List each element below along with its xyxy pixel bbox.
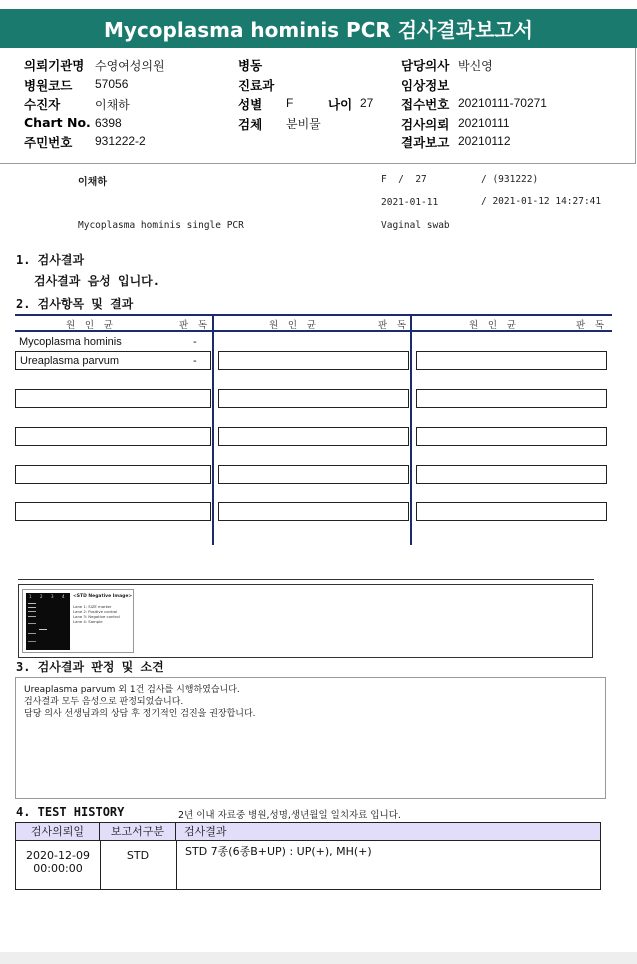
gel-legend-line: Lane 3: Negative control: [73, 614, 120, 619]
patient-line-test-name: Mycoplasma hominis single PCR: [78, 220, 244, 231]
gel-band: [28, 616, 36, 617]
col-judgement-header-2: 판 독: [378, 320, 409, 331]
gel-image: [22, 589, 134, 653]
gel-legend-lines: [73, 604, 120, 624]
empty-cell: [15, 502, 211, 521]
result-organism-1: Mycoplasma hominis: [19, 336, 122, 348]
sex-label: 성별: [238, 97, 263, 112]
section1-summary: 검사결과 음성 입니다.: [34, 274, 161, 288]
chart-no-value: 6398: [95, 116, 122, 130]
empty-cell: [416, 502, 607, 521]
empty-cell: [15, 389, 211, 408]
gel-lane-number: 3: [51, 594, 54, 599]
empty-cell: [218, 427, 409, 446]
opinion-line-1: Ureaplasma parvum 외 1건 검사를 시행하였습니다.: [24, 685, 240, 695]
col-organism-header-1: 원 인 균: [66, 320, 115, 331]
history-header-rule: [16, 840, 600, 841]
doctor-value: 박신영: [458, 59, 493, 73]
result-organism-2: Ureaplasma parvum: [20, 355, 120, 367]
opinion-line-3: 담당 의사 선생님과의 상담 후 정기적인 검진을 권장합니다.: [24, 709, 256, 719]
empty-cell: [218, 465, 409, 484]
empty-cell: [416, 465, 607, 484]
section1-heading: 1. 검사결과: [16, 253, 85, 267]
receipt-no-value: 20210111-70271: [458, 96, 547, 110]
chart-no-label: Chart No.: [24, 115, 91, 130]
gel-legend-title: <STD Negative Image>: [73, 594, 133, 599]
opinion-line-2: 검사결과 모두 음성으로 판정되었습니다.: [24, 697, 184, 707]
patient-value: 이채하: [95, 98, 130, 112]
results-table-divider-2: [410, 314, 412, 545]
gel-legend-line: Lane 1: SIZE marker: [73, 604, 112, 609]
age-value: 27: [360, 96, 374, 110]
patient-line-specimen: Vaginal swab: [381, 220, 450, 231]
report-date-value: 20210112: [458, 134, 511, 148]
sex-value: F: [286, 96, 294, 110]
history-row-result: STD 7종(6종B+UP) : UP(+), MH(+): [185, 845, 372, 858]
dept-label: 진료과: [238, 78, 275, 93]
hospital-code-label: 병원코드: [24, 78, 73, 93]
patient-line-received: 2021-01-11: [381, 197, 439, 208]
hospital-name-value: 수영여성의원: [95, 59, 165, 73]
gel-legend-line: Lane 2: Positive control: [73, 609, 118, 614]
history-col-result: 검사결과: [176, 823, 600, 840]
gel-band: [28, 603, 36, 604]
empty-cell: [218, 389, 409, 408]
resident-no-label: 주민번호: [24, 135, 73, 150]
gel-band: [39, 629, 47, 630]
history-row-type: STD: [126, 849, 150, 862]
col-judgement-header-1: 판 독: [179, 320, 210, 331]
gel-top-rule: [18, 579, 594, 580]
gel-photo: [26, 593, 70, 650]
patient-line-name: 이채하: [78, 177, 107, 188]
col-judgement-header-3: 판 독: [576, 320, 607, 331]
result-row-2-col3: [416, 351, 607, 370]
history-row-time: 00:00:00: [33, 862, 83, 875]
history-col-type: 보고서구분: [100, 823, 176, 840]
clinical-info-label: 임상정보: [401, 78, 450, 93]
gel-band: [28, 641, 36, 642]
ward-label: 병동: [238, 58, 263, 73]
request-date-label: 검사의뢰: [401, 117, 450, 132]
gel-band: [28, 611, 36, 612]
gel-lane-number: 2: [40, 594, 43, 599]
history-row-date: 2020-12-09: [26, 849, 90, 862]
result-value-2: -: [193, 355, 197, 367]
history-divider: [100, 840, 101, 889]
result-value-1: -: [193, 336, 197, 348]
page-bottom-margin: [0, 952, 637, 964]
gel-band: [28, 623, 36, 624]
history-divider: [176, 840, 177, 889]
patient-line-birth: / (931222): [481, 174, 539, 185]
section3-heading: 3. 검사결과 판정 및 소견: [16, 660, 164, 674]
hospital-name-label: 의뢰기관명: [24, 58, 85, 73]
request-date-value: 20210111: [458, 116, 510, 130]
empty-cell: [15, 427, 211, 446]
resident-no-value: 931222-2: [95, 134, 146, 148]
section2-heading: 2. 검사항목 및 결과: [16, 297, 134, 311]
report-date-label: 결과보고: [401, 135, 450, 150]
hospital-code-value: 57056: [95, 77, 129, 91]
gel-lane-number: 1: [29, 594, 32, 599]
result-row-2-col2: [218, 351, 409, 370]
patient-line-reported: / 2021-01-12 14:27:41: [481, 196, 602, 207]
empty-cell: [218, 502, 409, 521]
results-table-top-rule: [15, 314, 612, 316]
empty-cell: [15, 465, 211, 484]
age-label: 나이: [328, 97, 353, 112]
section4-heading: 4. TEST HISTORY: [16, 805, 125, 819]
receipt-no-label: 접수번호: [401, 97, 450, 112]
history-col-date: 검사의뢰일: [16, 823, 100, 840]
col-organism-header-3: 원 인 균: [469, 320, 518, 331]
gel-band: [28, 607, 36, 608]
report-title: Mycoplasma hominis PCR 검사결과보고서: [0, 9, 637, 48]
history-note: 2년 이내 자료중 병원,성명,생년월일 일치자료 입니다.: [178, 810, 401, 821]
gel-lane-number: 4: [62, 594, 65, 599]
col-organism-header-2: 원 인 균: [269, 320, 318, 331]
specimen-label: 검체: [238, 117, 263, 132]
gel-band: [28, 633, 36, 634]
specimen-value: 분비물: [286, 117, 321, 131]
empty-cell: [416, 427, 607, 446]
results-table-divider-1: [212, 314, 214, 545]
patient-label: 수진자: [24, 97, 61, 112]
doctor-label: 담당의사: [401, 58, 450, 73]
empty-cell: [416, 389, 607, 408]
gel-legend-line: Lane 4: Sample: [73, 619, 103, 624]
patient-line-sex-age: F / 27: [381, 174, 427, 185]
